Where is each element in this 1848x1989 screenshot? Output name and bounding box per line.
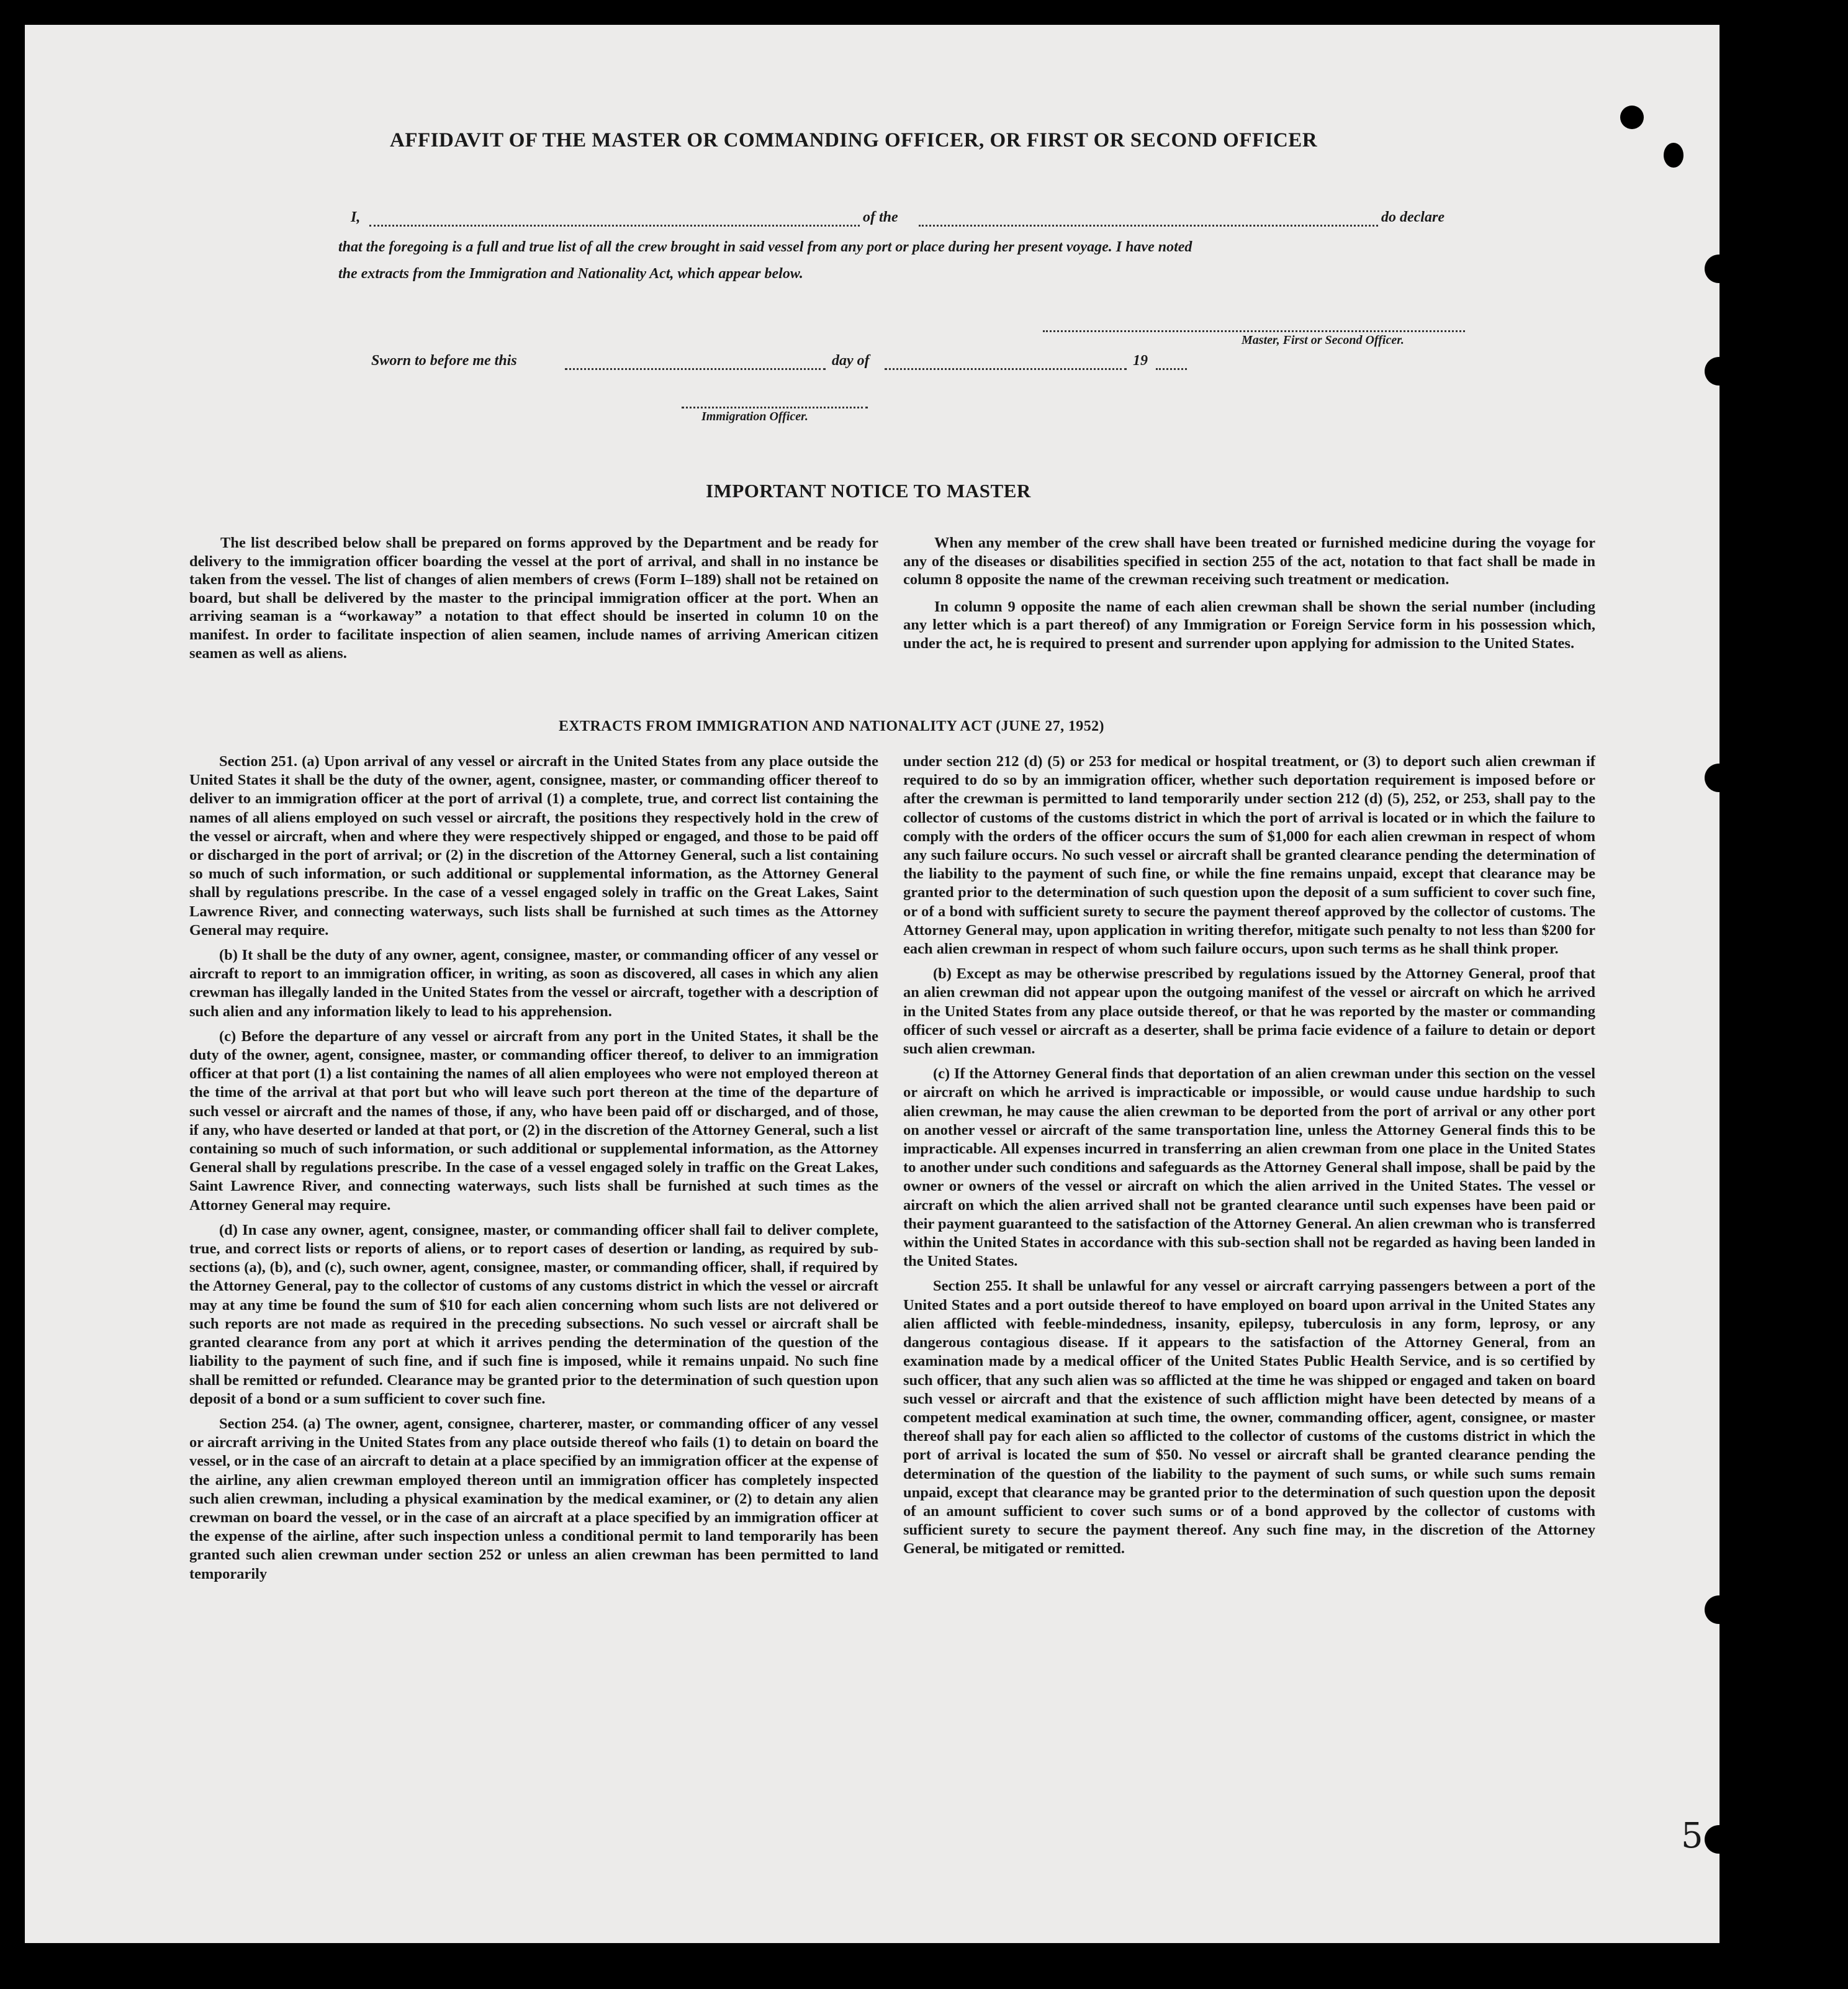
sworn-date-line bbox=[565, 368, 826, 370]
punch-hole bbox=[1705, 1825, 1720, 1854]
extracts-title: EXTRACTS FROM IMMIGRATION AND NATIONALITY ACT (JUNE 27, 1952) bbox=[559, 718, 1104, 734]
section-254-a: Section 254. (a) The owner, agent, consignee, charterer, master, or commanding officer of any vessel or aircraft arriving in the United States from any place outside thereof who fails (1) to detain on board the vessel, or in the case of an aircraft to detain at a place specified by an immigration officer at the expense of the airline, any alien crewman employed thereon until an immigration officer has completely inspected such alien crewman, including a physical examination by the medical examiner, or (2) to detain any alien crewman on board the vessel, or in the case of an aircraft at a place specified by an immigration officer at the expense of the airline, after such inspection unless a conditional permit to land temporarily has been granted such alien crewman under section 252 or unless an alien crewman has been permitted to land temporarily bbox=[189, 1415, 878, 1582]
master-signature-line bbox=[1043, 330, 1465, 332]
affidavit-i-label: I, bbox=[351, 209, 361, 225]
section-251-c: (c) Before the departure of any vessel or aircraft from any port in the United States, it shall be the duty of the owner, agent, consignee, master, or commanding officer thereof, to deliver to an immigration officer at that port (1) a list containing the names of all alien employees who were not employed thereon at the time of the arrival at that port but who will leave such port thereon at the time of the departure of such vessel or aircraft and the names of those, if any, who have been paid off or discharged, and of those, if any, who have deserted or landed at that port, or (2) in the discretion of the Attorney General, such a list containing so much of such information, or such additional or supplemental information, as the Attorney General shall by regulations prescribe. In the case of a vessel engaged solely in traffic on the Great Lakes, Saint Lawrence River, and connecting waterways, such lists shall be furnished at such times as the Attorney General may require. bbox=[189, 1027, 878, 1214]
notice-right-paragraph-2: In column 9 opposite the name of each alien crewman shall be shown the serial number (including any letter which is a part thereof) of any Immigration or Foreign Service form in his possession which, under the act, he is required to present and surrender upon applying for admission to the United States. bbox=[903, 598, 1595, 652]
month-line bbox=[885, 368, 1127, 370]
notice-title: IMPORTANT NOTICE TO MASTER bbox=[706, 480, 1031, 502]
vessel-blank-line bbox=[919, 225, 1378, 227]
punch-hole bbox=[1705, 357, 1720, 386]
extracts-left-column bbox=[189, 752, 878, 1590]
punch-hole bbox=[1705, 1595, 1720, 1624]
year-line bbox=[1156, 368, 1187, 370]
section-255: Section 255. It shall be unlawful for any vessel or aircraft carrying passengers between a port of the United States and a port outside thereof to have employed on board upon arrival in the United States any alien afflicted with feeble-mindedness, insanity, epilepsy, tuberculosis in any form, leprosy, or any dangerous contagious disease. If it appears to the satisfaction of the Attorney General, from an examination made by a medical officer of the United States Public Health Service, and is so certified by such officer, that any such alien was so afflicted at the time he was shipped or engaged and taken on board such vessel or aircraft and that the existence of such affliction might have been detected by means of a competent medical examination at such time, the owner, commanding officer, agent, consignee, or master thereof shall pay for each alien so afflicted to the collector of customs of the customs district in which the port of arrival is located the sum of $50. No vessel or aircraft shall be granted clearance pending the determination of the question of the liability to the payment of such sums, or while such sums remain unpaid, except that clearance may be granted prior to the determination of such question upon the deposit of an amount sufficient to cover such sums or of a bond approved by the collector of customs with sufficient surety to secure the payment thereof. Any such fine may, in the discretion of the Attorney General, be mitigated or remitted. bbox=[903, 1278, 1595, 1558]
affidavit-title: AFFIDAVIT OF THE MASTER OR COMMANDING OFFICER, OR FIRST OR SECOND OFFICER bbox=[390, 129, 1318, 151]
year-prefix: 19 bbox=[1133, 353, 1148, 369]
handwritten-page-mark: 5 bbox=[1681, 1816, 1703, 1856]
section-254-b: (b) Except as may be otherwise prescribed by regulations issued by the Attorney General, proof that an alien crewman did not appear upon the outgoing manifest of the vessel or aircraft on which he arrived in the United States from any place outside thereof, or that he was reported by the master or commanding officer of such vessel or aircraft as a deserter, shall be prima facie evidence of a failure to detain or deport such alien crewman. bbox=[903, 965, 1595, 1058]
master-label: Master, First or Second Officer. bbox=[1242, 333, 1404, 347]
punch-hole bbox=[1620, 106, 1644, 129]
section-251-a: Section 251. (a) Upon arrival of any vessel or aircraft in the United States from any place outside the United States it shall be the duty of the owner, agent, consignee, master, or commanding officer thereof to deliver to an immigration officer at the port of arrival (1) a complete, true, and correct list containing the names of all aliens employed on such vessel or aircraft, the positions they respectively hold in the crew of the vessel or aircraft, when and where they were respectively shipped or engaged, and those to be paid off or discharged in the port of arrival; or (2) in the discretion of the Attorney General, such a list containing so much of such information, or such additional or supplemental information, as the Attorney General shall by regulations prescribe. In the case of a vessel engaged solely in traffic on the Great Lakes, Saint Lawrence River, and connecting waterways, such lists shall be furnished at such times as the Attorney General may require. bbox=[189, 753, 878, 939]
affidavit-statement-line-2: the extracts from the Immigration and Nationality Act, which appear below. bbox=[338, 266, 803, 282]
sworn-label: Sworn to before me this bbox=[371, 353, 517, 369]
name-blank-line bbox=[369, 225, 860, 227]
officer-signature-line bbox=[682, 407, 868, 408]
section-251-b: (b) It shall be the duty of any owner, agent, consignee, master, or commanding officer of any vessel or aircraft to report to an immigration officer, in writing, as soon as discovered, all cases in which any alien crewman has illegally landed in the United States from the vessel or aircraft, together with a description of such alien and any information likely to lead to his apprehension. bbox=[189, 947, 878, 1020]
immigration-officer-label: Immigration Officer. bbox=[701, 410, 808, 423]
punch-hole bbox=[1664, 143, 1683, 168]
section-254-c: (c) If the Attorney General finds that deportation of an alien crewman under this section on the vessel or aircraft on which he arrived is impracticable or impossible, or would cause undue hardship to such alien crewman, he may cause the alien crewman to be deported from the port of arrival or any other port on another vessel or aircraft of the same transportation line, unless the Attorney General finds this to be impracticable. All expenses incurred in transferring an alien crewman from one place in the United States to another under such conditions and safeguards as the Attorney General shall impose, shall be paid by the owner or owners of the vessel or aircraft on which the alien arrived in the United States. The vessel or aircraft on which the alien arrived shall not be granted clearance until such expenses have been paid or their payment guaranteed to the satisfaction of the Attorney General. An alien crewman who is transferred within the United States in accordance with this sub-section shall not be regarded as having been landed in the United States. bbox=[903, 1065, 1595, 1270]
notice-right-column bbox=[903, 534, 1595, 653]
section-251-d: (d) In case any owner, agent, consignee, master, or commanding officer shall fail to deliver complete, true, and correct lists or reports of aliens, or to report cases of desertion or landing, as required by sub-sections (a), (b), and (c), such owner, agent, consignee, master, or commanding officer, shall, if required by the Attorney General, pay to the collector of customs of any customs district in which the vessel or aircraft may at any time be found the sum of $10 for each alien concerning whom such lists are not delivered or such reports are not made as required in the preceding subsections. No such vessel or aircraft shall be granted clearance from any port at which it arrives pending the determination of the question of the liability to the payment of such fine, and if such fine is imposed, while it remains unpaid. No such fine shall be remitted or refunded. Clearance may be granted prior to the determination of such question upon deposit of a bond or a sum sufficient to cover such fine. bbox=[189, 1221, 878, 1407]
notice-right-paragraph-1: When any member of the crew shall have been treated or furnished medicine during the voyage for any of the diseases or disabilities specified in section 255 of the act, notation to that fact shall be made in column 8 opposite the name of the crewman receiving such treatment or medication. bbox=[903, 534, 1595, 589]
notice-left-column bbox=[189, 534, 878, 662]
extracts-right-column bbox=[903, 752, 1595, 1565]
affidavit-do-declare: do declare bbox=[1381, 209, 1445, 225]
affidavit-statement-line-1: that the foregoing is a full and true list of all the crew brought in said vessel from any port or place during her present voyage. I have noted bbox=[338, 239, 1192, 255]
punch-hole bbox=[1705, 764, 1720, 792]
section-254-a-continued: under section 212 (d) (5) or 253 for medical or hospital treatment, or (3) to deport such alien crewman if required to do so by an immigration officer, whether such deportation requirement is imposed before or after the crewman is permitted to land temporarily under section 212 (d) (5), 252, or 253, shall pay to the collector of customs of the customs district in which the port of arrival is located or in which the failure to comply with the orders of the officer occurs the sum of $1,000 for each alien crewman in respect of whom any such failure occurs. No such vessel or aircraft shall be granted clearance pending the determination of the liability to the payment of such fine, or while the fine remains unpaid, except that clearance may be granted prior to the determination of such question upon the deposit of a sum sufficient to cover such fine, or of a bond with sufficient surety to secure the payment thereof approved by the collector of customs. The Attorney General may, upon application in writing therefor, mitigate such penalty to not less than $200 for each alien crewman in respect of whom such failure occurs, upon such terms as he shall think proper. bbox=[903, 753, 1595, 958]
affidavit-of-the: of the bbox=[863, 209, 898, 225]
punch-hole bbox=[1705, 255, 1720, 283]
notice-left-paragraph: The list described below shall be prepared on forms approved by the Department and be ready for delivery to the immigration officer boarding the vessel at the port of arrival, and shall in no instance be taken from the vessel. The list of changes of alien members of crews (Form I–189) shall not be retained on board, but shall be delivered by the master to the principal immigration officer at the port. When an arriving seaman is a “workaway” a notation to that effect should be inserted in column 10 on the manifest. In order to facilitate inspection of alien seamen, include names of arriving American citizen seamen as well as aliens. bbox=[189, 534, 878, 662]
day-of-label: day of bbox=[832, 353, 870, 369]
document-page bbox=[25, 25, 1720, 1943]
